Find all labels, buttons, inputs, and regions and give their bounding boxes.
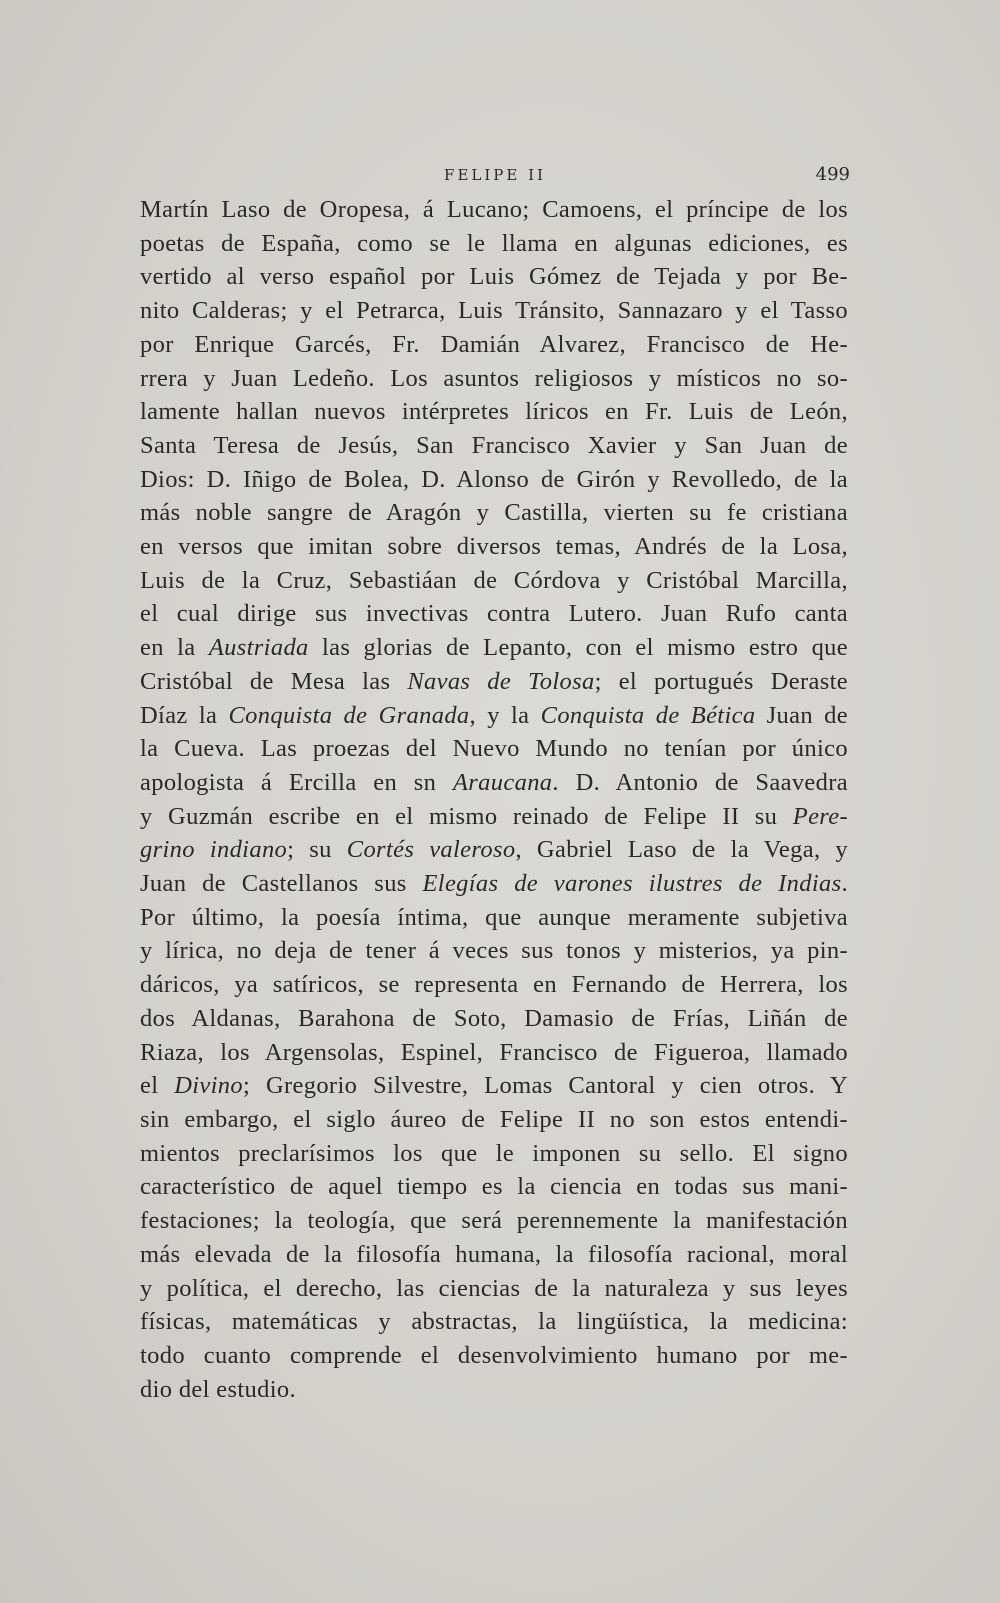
running-head: FELIPE II <box>444 166 546 184</box>
italic-title: Araucana <box>452 768 553 796</box>
text-run: dio del estudio. <box>140 1375 296 1403</box>
italic-title: Pere- <box>792 802 848 830</box>
text-line <box>140 1002 848 1036</box>
text-run: festaciones; la teología, que será perennemente la manifestación <box>140 1207 848 1235</box>
italic-title: Conquista de Bética <box>540 701 756 729</box>
text-line <box>140 1103 848 1137</box>
text-run: Dios: D. Iñigo de Bolea, D. Alonso de Girón y Revolledo, de la <box>140 465 848 493</box>
text-run: la Cueva. Las proezas del Nuevo Mundo no tenían por único <box>140 735 848 763</box>
text-run: en versos que imitan sobre diversos temas, Andrés de la Losa, <box>140 533 848 561</box>
text-run: todo cuanto comprende el desenvolvimiento humano por me- <box>140 1341 848 1369</box>
text-run: Por último, la poesía íntima, que aunque meramente subjetiva <box>140 903 848 931</box>
text-run: . <box>841 870 848 898</box>
text-line <box>140 934 848 968</box>
text-line <box>140 294 848 328</box>
text-line <box>140 1272 848 1306</box>
italic-title: Divino <box>174 1072 243 1100</box>
text-run: Díaz la <box>140 701 229 729</box>
text-run: Martín Laso de Oropesa, á Lucano; Camoens, el príncipe de los <box>140 196 848 223</box>
text-line <box>140 564 848 598</box>
text-line <box>140 227 848 261</box>
text-run: . D. Antonio de Saavedra <box>552 768 848 796</box>
text-line <box>140 1339 848 1373</box>
text-run: mientos preclarísimos los que le imponen su sello. El signo <box>140 1139 848 1167</box>
text-line <box>140 463 848 497</box>
text-line <box>140 1036 848 1070</box>
text-run: más noble sangre de Aragón y Castilla, vierten su fe cristiana <box>140 499 848 527</box>
italic-title: Navas de Tolosa <box>407 667 595 695</box>
italic-title: Austriada <box>208 634 309 662</box>
page-header <box>140 162 850 190</box>
text-line <box>140 1069 848 1103</box>
text-line <box>140 1137 848 1171</box>
text-run: ; su <box>287 836 347 864</box>
text-line <box>140 429 848 463</box>
text-line <box>140 496 848 530</box>
text-line <box>140 901 848 935</box>
text-run: sin embargo, el siglo áureo de Felipe II no son estos entendi- <box>140 1105 848 1133</box>
text-run: Luis de la Cruz, Sebastiáan de Córdova y Cristóbal Marcilla, <box>140 566 848 594</box>
text-run: , y la <box>469 701 541 729</box>
text-line <box>140 766 848 800</box>
text-run: dáricos, ya satíricos, se representa en Fernando de Herrera, los <box>140 971 848 999</box>
text-line <box>140 530 848 564</box>
text-run: característico de aquel tiempo es la ciencia en todas sus mani- <box>140 1173 848 1201</box>
text-line <box>140 1305 848 1339</box>
text-run: poetas de España, como se le llama en algunas ediciones, es <box>140 229 848 257</box>
text-run: las glorias de Lepanto, con el mismo estro que <box>308 634 848 662</box>
text-line <box>140 193 848 227</box>
text-run: dos Aldanas, Barahona de Soto, Damasio de Frías, Liñán de <box>140 1004 848 1032</box>
text-run: más elevada de la filosofía humana, la filosofía racional, moral <box>140 1240 848 1268</box>
text-run: y Guzmán escribe en el mismo reinado de Felipe II su <box>140 802 793 830</box>
text-run: , Gabriel Laso de la Vega, y <box>515 836 848 864</box>
text-run: Cristóbal de Mesa las <box>140 667 408 695</box>
text-run: por Enrique Garcés, Fr. Damián Alvarez, Francisco de He- <box>140 330 848 358</box>
body-paragraph <box>140 193 848 1406</box>
text-line <box>140 328 848 362</box>
italic-title: Conquista de Granada <box>228 701 470 729</box>
text-line <box>140 395 848 429</box>
text-line <box>140 665 848 699</box>
text-run: Juan de Castellanos sus <box>140 870 423 898</box>
text-line <box>140 1373 848 1407</box>
text-run: ; el portugués Deraste <box>594 667 848 695</box>
text-run: Riaza, los Argensolas, Espinel, Francisco de Figueroa, llamado <box>140 1038 848 1066</box>
text-line <box>140 1170 848 1204</box>
text-run: apologista á Ercilla en sn <box>140 768 453 796</box>
text-line <box>140 260 848 294</box>
text-run: en la <box>140 634 209 662</box>
text-line <box>140 362 848 396</box>
text-line <box>140 800 848 834</box>
text-run: el cual dirige sus invectivas contra Lutero. Juan Rufo canta <box>140 600 848 628</box>
text-line <box>140 867 848 901</box>
text-run: nito Calderas; y el Petrarca, Luis Tránsito, Sannazaro y el Tasso <box>140 297 848 325</box>
text-run: vertido al verso español por Luis Gómez de Tejada y por Be- <box>140 263 848 291</box>
text-run: lamente hallan nuevos intérpretes líricos en Fr. Luis de León, <box>140 398 848 426</box>
text-line <box>140 631 848 665</box>
text-line <box>140 699 848 733</box>
text-line <box>140 732 848 766</box>
italic-title: Cortés valeroso <box>346 836 516 864</box>
text-run: y lírica, no deja de tener á veces sus tonos y misterios, ya pin- <box>140 937 848 965</box>
text-run: Juan de <box>755 701 848 729</box>
text-run: y política, el derecho, las ciencias de la naturaleza y sus leyes <box>140 1274 848 1302</box>
text-line <box>140 597 848 631</box>
text-line <box>140 1238 848 1272</box>
text-run: Santa Teresa de Jesús, San Francisco Xavier y San Juan de <box>140 431 848 459</box>
text-line <box>140 833 848 867</box>
text-run: el <box>140 1072 175 1100</box>
text-line <box>140 1204 848 1238</box>
text-line <box>140 968 848 1002</box>
page-number: 499 <box>815 164 850 185</box>
text-run: físicas, matemáticas y abstractas, la lingüística, la medicina: <box>140 1308 848 1336</box>
italic-title: Elegías de varones ilustres de Indias <box>422 870 842 898</box>
text-run: ; Gregorio Silvestre, Lomas Cantoral y cien otros. Y <box>242 1072 848 1100</box>
italic-title: grino indiano <box>140 836 288 864</box>
text-run: rrera y Juan Ledeño. Los asuntos religiosos y místicos no so- <box>140 364 848 392</box>
